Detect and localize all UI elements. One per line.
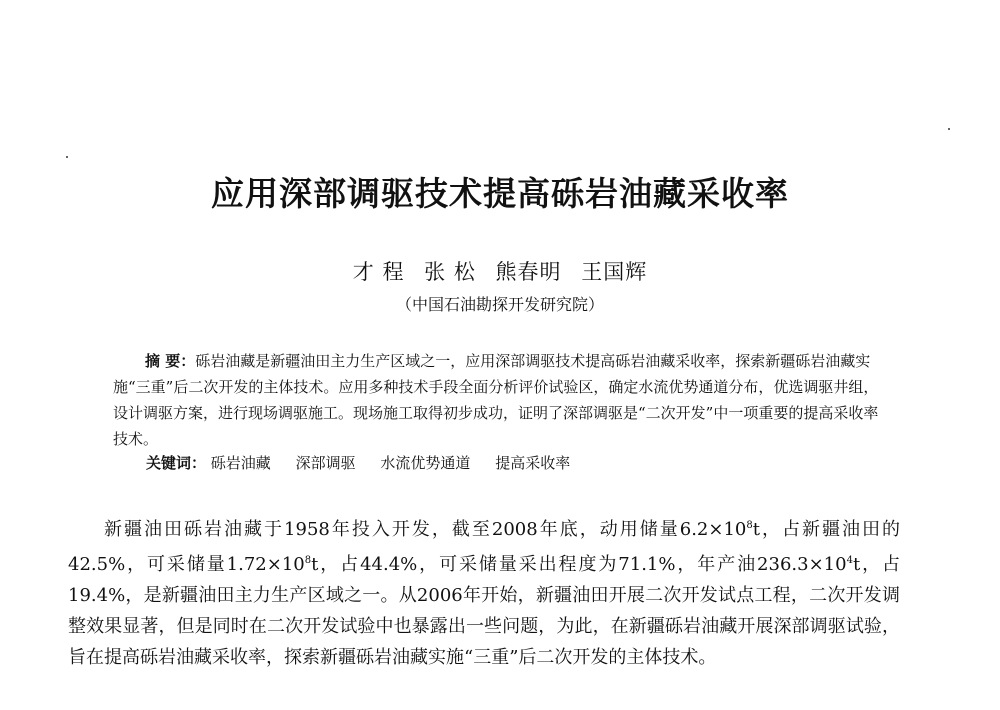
- keyword: 提高采收率: [495, 454, 571, 472]
- body-paragraph: [68, 510, 900, 673]
- author: 熊春明: [495, 260, 562, 284]
- exponent: 8: [304, 555, 312, 566]
- keyword: 深部调驱: [295, 454, 356, 472]
- keyword: 砾岩油藏: [210, 454, 271, 472]
- affiliation: （中国石油勘探开发研究院）: [395, 295, 604, 314]
- exponent: 4: [846, 555, 853, 566]
- keywords: [146, 452, 590, 473]
- paper-title: 应用深部调驱技术提高砾岩油藏采收率: [211, 174, 789, 213]
- author-list: [0, 256, 1000, 286]
- abstract-text: 砾岩油藏是新疆油田主力生产区域之一，应用深部调驱技术提高砾岩油藏采收率，探索新疆砾岩油藏实施“三重”后二次开发的主体技术。应用多种技术手段全面分析评价试验区，确定水流优势通道分布，优选调驱井组，设计调驱方案，进行现场调驱施工。现场施工取得初步成功，证明了深部调驱是“二次开发”中一项重要的提高采收率技术。: [113, 352, 879, 448]
- scan-speck: [948, 128, 950, 130]
- author: 才 程: [352, 260, 405, 284]
- author: 张 松: [424, 260, 476, 284]
- exponent: 8: [746, 520, 753, 531]
- keywords-label: 关键词：: [146, 454, 207, 472]
- body-text: t，占44.4%，可采储量采出程度为71.1%，年产油236.3×10: [311, 554, 847, 575]
- body-text: 新疆油田砾岩油藏于1958年投入开发，截至2008年底，动用储量6.2×10: [104, 519, 747, 540]
- body-text: t，占19.4%，是新疆油田主力生产区域之一。从2006年开始，新疆油田开展二次开发试点工程，二次开发调整效果显著，但是同时在二次开发试验中也暴露出一些问题，为此，在新疆砾岩油藏开展深部调驱试验，旨在提高砾岩油藏采收率，探索新疆砾岩油藏实施“三重”后二次开发的主体技术。: [68, 554, 900, 668]
- keyword: 水流优势通道: [380, 454, 471, 472]
- author: 王国辉: [581, 260, 648, 284]
- body-text: t，占新疆油田的42.5%，可采储量1.72×10: [68, 519, 901, 575]
- abstract-label: 摘 要：: [145, 352, 196, 370]
- abstract: [113, 348, 888, 452]
- scan-speck: [66, 156, 68, 158]
